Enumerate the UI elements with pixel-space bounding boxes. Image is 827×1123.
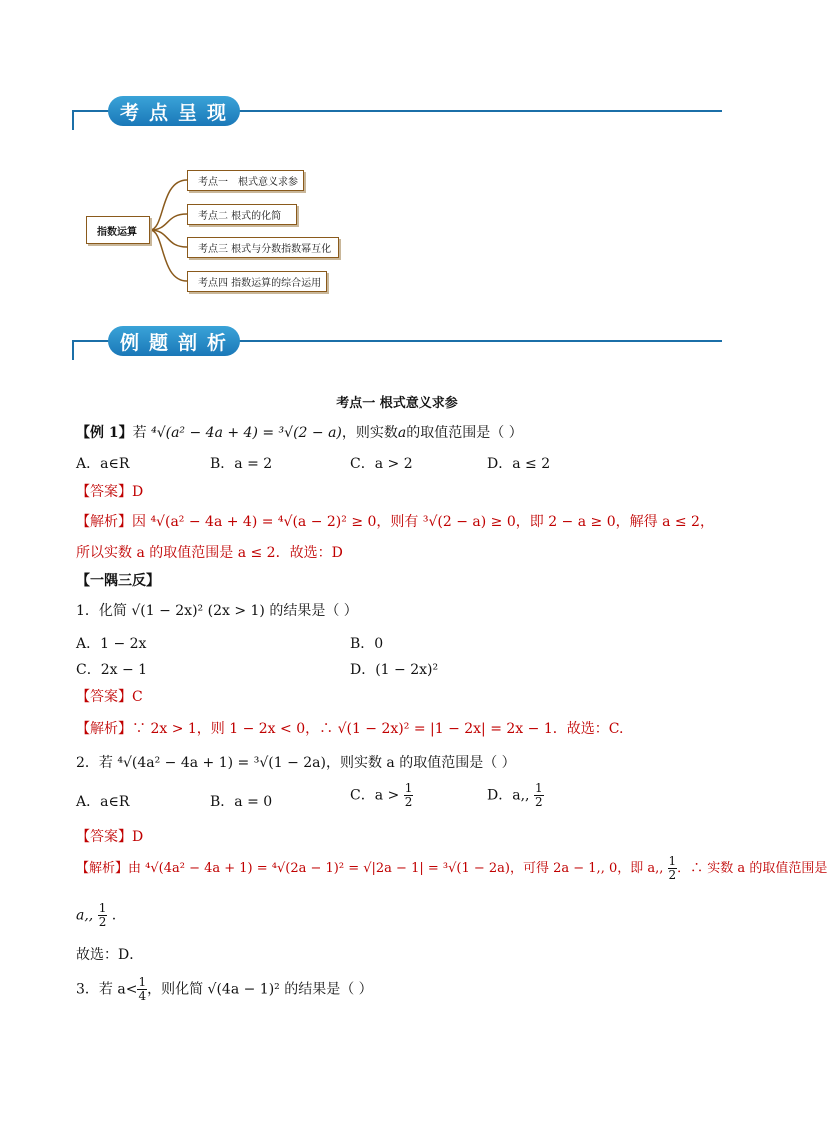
heading-char: 现	[206, 101, 228, 124]
analysis-text: a,,	[76, 907, 94, 924]
option: C．2x − 1	[76, 662, 148, 678]
fraction	[404, 782, 414, 809]
radical-expr: ⁴√(a² − 4a + 4) = ³√(2 − a)	[151, 425, 342, 441]
stem-text: ，则化简 √(4a − 1)² 的结果是（ ）	[147, 981, 373, 998]
heading-char: 析	[206, 331, 228, 354]
stem-end: 的取值范围是（ ）	[406, 425, 523, 441]
question-2-stem: 2．若 ⁴√(4a² − 4a + 1) = ³√(1 − 2a)，则实数 a 的取值范围是（ ）	[76, 755, 516, 771]
stem-pre: 若	[132, 425, 147, 441]
answer: 【答案】C	[76, 689, 143, 705]
analysis-tag: 【解析】	[76, 514, 132, 530]
mindmap-item-label: 考点一 根式意义求参	[198, 177, 298, 188]
question-1-stem: 1．化简 √(1 − 2x)² (2x > 1) 的结果是（ ）	[76, 603, 358, 619]
numerator: 1	[98, 901, 107, 915]
numerator: 1	[404, 781, 413, 795]
topic-title: 考点一 根式意义求参	[336, 396, 458, 411]
analysis-text: 因 ⁴√(a² − 4a + 4) = ⁴√(a − 2)² ≥ 0，则有 ³√(2 − a) ≥ 0，即 2 − a ≥ 0，解得 a ≤ 2，	[132, 514, 714, 530]
heading-char: 呈	[177, 101, 199, 124]
option	[350, 782, 413, 809]
section-tick	[72, 342, 74, 360]
denominator: 2	[404, 795, 413, 809]
var-a: a	[397, 425, 407, 441]
mindmap-item-label: 考点四 指数运算的综合运用	[198, 278, 322, 289]
stem-post: ，则实数	[341, 425, 398, 441]
analysis-tag: 【解析】	[76, 861, 129, 876]
option: C．a > 2	[350, 456, 413, 472]
question-3-stem	[76, 976, 373, 1003]
mindmap-root	[86, 216, 150, 244]
option: A．a∈R	[76, 456, 130, 472]
mindmap-item	[187, 170, 304, 191]
fraction	[668, 855, 678, 882]
analysis-text: ∵ 2x > 1，则 1 − 2x < 0，∴ √(1 − 2x)² = |1 − 2x| = 2x − 1．故选：C.	[132, 721, 624, 737]
answer: 【答案】D	[76, 829, 144, 845]
denominator: 2	[668, 868, 677, 882]
analysis-conclusion: 故选：D．	[76, 947, 144, 963]
option: D．(1 − 2x)²	[350, 662, 439, 678]
numerator: 1	[668, 854, 677, 868]
practice-title: 【一隅三反】	[76, 573, 160, 589]
mindmap-item-label: 考点二 根式的化简	[198, 211, 282, 222]
option: A．a∈R	[76, 794, 130, 810]
mindmap-root-label: 指数运算	[97, 226, 137, 238]
heading-char: 剖	[177, 331, 199, 354]
option	[487, 782, 544, 809]
heading-char: 点	[148, 101, 170, 124]
mindmap-item-label: 考点三 根式与分数指数幂互化	[198, 244, 332, 255]
denominator: 4	[138, 989, 147, 1003]
numerator: 1	[534, 781, 543, 795]
option: B．0	[350, 636, 384, 652]
example-1-stem	[76, 422, 523, 442]
fraction	[137, 976, 147, 1003]
mindmap-item	[187, 237, 339, 258]
heading-char: 考	[119, 101, 141, 124]
numerator: 1	[138, 975, 147, 989]
analysis-line	[76, 855, 827, 882]
fraction	[98, 902, 108, 929]
mindmap-item	[187, 204, 297, 225]
answer: 【答案】D	[76, 484, 144, 500]
analysis-line: a,, $\frac{1}{2}$ .	[76, 901, 117, 929]
option: D．a ≤ 2	[487, 456, 551, 472]
option-text: C．a >	[350, 787, 400, 804]
denominator: 2	[534, 795, 543, 809]
section-heading-2	[108, 326, 240, 356]
example-tag: 【例 1】	[76, 425, 133, 441]
option: B．a = 2	[210, 456, 273, 472]
mindmap-connector	[0, 0, 794, 320]
option: B．a = 0	[210, 794, 273, 810]
analysis-text: 由 ⁴√(4a² − 4a + 1) = ⁴√(2a − 1)² = √|2a − 1| = ³√(1 − 2a)，可得 2a − 1,, 0，即 a,,	[128, 861, 664, 876]
heading-char: 例	[119, 331, 141, 354]
denominator: 2	[98, 915, 107, 929]
analysis-line	[76, 718, 623, 738]
option-text: D．a,,	[487, 787, 530, 804]
analysis-line	[76, 511, 714, 531]
mindmap-item	[187, 271, 327, 292]
fraction	[534, 782, 544, 809]
stem-text: 3．若 a<	[76, 981, 138, 998]
option: A．1 − 2x	[76, 636, 147, 652]
analysis-line: 所以实数 a 的取值范围是 a ≤ 2．故选：D	[76, 545, 343, 561]
analysis-tag: 【解析】	[76, 721, 132, 737]
heading-char: 题	[148, 331, 170, 354]
analysis-text: ．∴ 实数 a 的取值范围是	[677, 861, 827, 876]
